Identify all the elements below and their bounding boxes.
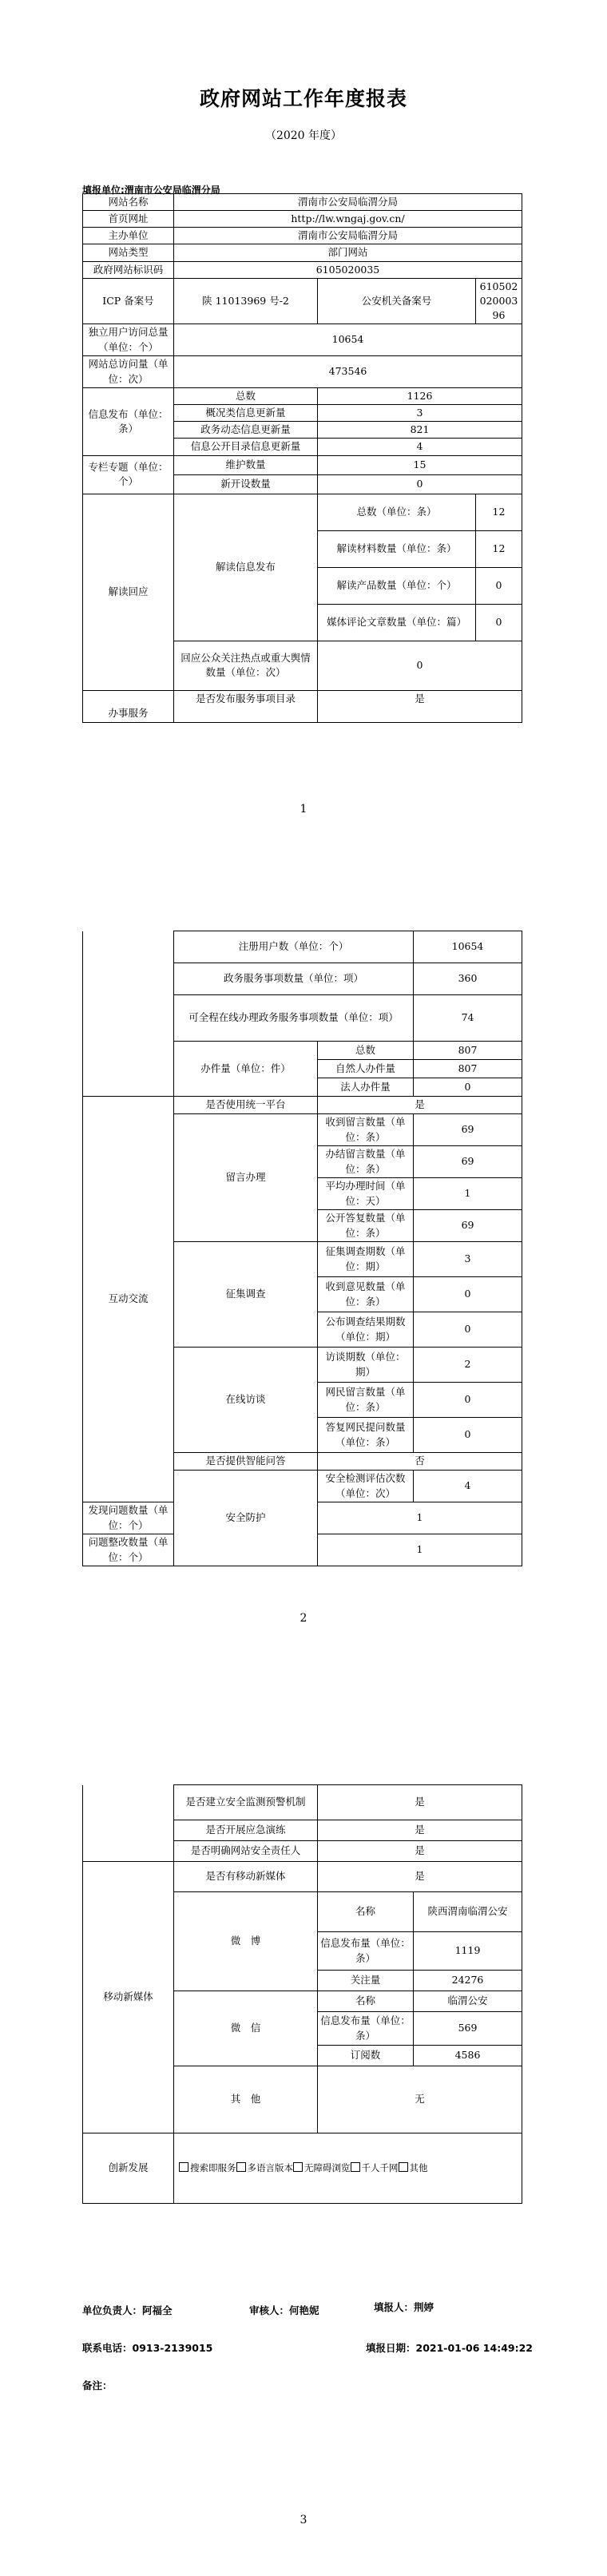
innovation-option[interactable] [399,2162,428,2173]
smart-qa-value: 否 [318,1453,522,1471]
info-row-value: 821 [318,422,522,439]
footer-reporter: 填报人：荆婷 [374,2301,434,2313]
icp-label: ICP 备案号 [83,278,174,323]
site-type-label: 网站类型 [83,244,174,261]
site-code-label: 政府网站标识码 [83,261,174,278]
survey-label: 征集调查 [174,1242,318,1348]
checkbox-icon[interactable] [351,2162,360,2172]
option-label: 多语言版本 [247,2162,293,2174]
innovation-options [174,2133,522,2204]
column-row-label: 维护数量 [174,455,318,474]
service-label: 办事服务 [83,690,174,722]
online-row-label: 访谈期数（单位：期） [318,1348,414,1383]
checkbox-icon[interactable] [293,2162,303,2172]
interp-row-label: 解读产品数量（单位：个） [318,567,476,604]
interp-label: 解读回应 [83,494,174,690]
wechat-row-label: 订阅数 [318,2046,414,2066]
interp-row-value: 0 [476,567,522,604]
interp-row-label: 解读材料数量（单位：条） [318,530,476,567]
blank-cell [83,1785,174,1862]
msg-row-label: 收到留言数量（单位：条） [318,1114,414,1146]
footer-date: 填报日期：2021-01-06 14:49:22 [366,2342,533,2354]
weibo-row-value: 24276 [414,1971,522,1991]
p2-row-label: 注册用户数（单位：个） [174,931,414,963]
security-row-value: 1 [318,1502,522,1534]
interp-row-label: 总数（单位：条） [318,494,476,530]
survey-row-label: 收到意见数量（单位：条） [318,1277,414,1312]
host-value: 渭南市公安局临渭分局 [174,228,522,244]
page-number-3: 3 [300,2514,307,2526]
innovation-label: 创新发展 [83,2133,174,2204]
innovation-option[interactable] [293,2162,351,2173]
handle-row-label: 法人办件量 [318,1078,414,1097]
blank-cell [83,931,174,1097]
info-row-value: 3 [318,405,522,422]
handle-label: 办件量（单位：件） [174,1042,318,1097]
msg-row-label: 办结留言数量（单位：条） [318,1146,414,1178]
weibo-label: 微 博 [174,1892,318,1991]
weibo-row-value: 陕西渭南临渭公安 [414,1892,522,1932]
hot-topic-value: 0 [318,641,522,690]
info-row-value: 1126 [318,388,522,405]
wechat-row-value: 临渭公安 [414,1991,522,2012]
survey-row-value: 0 [414,1312,522,1348]
hot-topic-label: 回应公众关注热点或重大舆情数量（单位：次） [174,641,318,690]
option-label: 搜索即服务 [190,2162,236,2174]
service-row-label: 是否发布服务事项目录 [174,690,318,722]
report-title: 政府网站工作年度报表 [199,87,407,110]
wechat-row-label: 信息发布量（单位：条） [318,2012,414,2046]
visits-value: 473546 [174,356,522,388]
online-label: 在线访谈 [174,1348,318,1453]
option-label: 其他 [409,2162,428,2174]
wechat-row-value: 4586 [414,2046,522,2066]
handle-row-value: 807 [414,1060,522,1078]
survey-row-value: 3 [414,1242,522,1277]
wechat-row-label: 名称 [318,1991,414,2012]
info-row-label: 概况类信息更新量 [174,405,318,422]
homepage-value[interactable]: http://lw.wngaj.gov.cn/ [174,211,522,228]
filler-unit: 填报单位:渭南市公安局临渭分局 [82,185,220,196]
security-row-label: 发现问题数量（单位：个） [83,1502,174,1534]
page-number-2: 2 [300,1612,307,1625]
p2-row-label: 可全程在线办理政务服务事项数量（单位：项） [174,995,414,1042]
msg-row-label: 平均办理时间（单位：天） [318,1178,414,1210]
report-table-page3 [82,1784,522,2204]
survey-row-value: 0 [414,1277,522,1312]
online-row-label: 网民留言数量（单位：条） [318,1383,414,1418]
interp-row-value: 0 [476,604,522,641]
online-row-value: 0 [414,1383,522,1418]
msg-row-value: 69 [414,1210,522,1242]
info-row-label: 信息公开目录信息更新量 [174,439,318,455]
sec-row-value: 是 [318,1785,522,1820]
interp-row-value: 12 [476,494,522,530]
survey-row-label: 征集调查期数（单位：期） [318,1242,414,1277]
checkbox-icon[interactable] [399,2162,408,2172]
security-row-label: 问题整改数量（单位：个） [83,1534,174,1566]
online-row-value: 0 [414,1418,522,1453]
footer-responsible: 单位负责人：阿福全 [82,2304,173,2316]
p2-row-value: 74 [414,995,522,1042]
page-number-1: 1 [300,803,307,816]
handle-row-value: 0 [414,1078,522,1097]
option-label: 无障碍浏览 [304,2162,351,2174]
info-label: 信息发布（单位：条） [83,388,174,456]
icp-value: 陕 11013969 号-2 [174,278,318,323]
sec-row-label: 是否明确网站安全责任人 [174,1841,318,1862]
info-row-label: 政务动态信息更新量 [174,422,318,439]
weibo-row-value: 1119 [414,1932,522,1971]
footer-phone: 联系电话：0913-2139015 [82,2342,213,2354]
info-row-value: 4 [318,439,522,455]
site-name-label: 网站名称 [83,194,174,211]
psb-label: 公安机关备案号 [318,278,476,323]
innovation-option[interactable] [351,2162,399,2173]
innovation-option[interactable] [179,2162,236,2173]
info-row-label: 总数 [174,388,318,405]
unified-platform-label: 是否使用统一平台 [174,1097,318,1114]
other-media-label: 其 他 [174,2066,318,2133]
visitors-value: 10654 [174,324,522,356]
column-row-label: 新开设数量 [174,474,318,494]
survey-row-label: 公布调查结果期数（单位：期） [318,1312,414,1348]
mobile-has-value: 是 [318,1862,522,1892]
sec-row-value: 是 [318,1841,522,1862]
innovation-option[interactable] [236,2162,294,2173]
p2-row-value: 10654 [414,931,522,963]
host-label: 主办单位 [83,228,174,244]
sec-row-label: 是否建立安全监测预警机制 [174,1785,318,1820]
msg-label: 留言办理 [174,1114,318,1242]
wechat-label: 微 信 [174,1991,318,2066]
wechat-row-value: 569 [414,2012,522,2046]
msg-row-value: 69 [414,1146,522,1178]
mobile-label: 移动新媒体 [83,1862,174,2133]
handle-row-label: 总数 [318,1042,414,1060]
online-row-label: 答复网民提问数量（单位：条） [318,1418,414,1453]
msg-row-value: 69 [414,1114,522,1146]
column-label: 专栏专题（单位：个） [83,455,174,494]
security-row-value: 4 [414,1471,522,1502]
visits-label: 网站总访问量（单位：次） [83,356,174,388]
interact-label: 互动交流 [83,1097,174,1502]
handle-row-value: 807 [414,1042,522,1060]
column-row-value: 0 [318,474,522,494]
site-type-value: 部门网站 [174,244,522,261]
weibo-row-label: 关注量 [318,1971,414,1991]
report-table-page2 [82,931,522,1566]
checkbox-icon[interactable] [236,2162,246,2172]
p2-row-value: 360 [414,963,522,995]
visitors-label: 独立用户访问总量（单位：个） [83,324,174,356]
handle-row-label: 自然人办件量 [318,1060,414,1078]
checkbox-icon[interactable] [179,2162,188,2172]
site-name-value: 渭南市公安局临渭分局 [174,194,522,211]
footer-auditor: 审核人：何艳妮 [249,2304,319,2316]
p2-row-label: 政务服务事项数量（单位：项） [174,963,414,995]
mobile-has-label: 是否有移动新媒体 [174,1862,318,1892]
msg-row-label: 公开答复数量（单位：条） [318,1210,414,1242]
interp-row-label: 媒体评论文章数量（单位：篇） [318,604,476,641]
interp-row-value: 12 [476,530,522,567]
weibo-row-label: 信息发布量（单位：条） [318,1932,414,1971]
security-row-value: 1 [318,1534,522,1566]
security-row-label: 安全检测评估次数（单位：次） [318,1471,414,1502]
service-row-value: 是 [318,690,522,722]
interp-sub-label: 解读信息发布 [174,494,318,641]
footer-note: 备注： [82,2380,113,2391]
site-code-value: 6105020035 [174,261,522,278]
sec-row-label: 是否开展应急演练 [174,1820,318,1841]
unified-platform-value: 是 [318,1097,522,1114]
column-row-value: 15 [318,455,522,474]
option-label: 千人千网 [361,2162,399,2174]
smart-qa-label: 是否提供智能问答 [174,1453,318,1471]
report-table-page1 [82,193,522,723]
psb-value: 61050202000396 [476,278,522,323]
security-label: 安全防护 [174,1471,318,1566]
weibo-row-label: 名称 [318,1892,414,1932]
msg-row-value: 1 [414,1178,522,1210]
homepage-label: 首页网址 [83,211,174,228]
other-media-value: 无 [318,2066,522,2133]
report-year: （2020 年度） [264,129,343,142]
sec-row-value: 是 [318,1820,522,1841]
online-row-value: 2 [414,1348,522,1383]
